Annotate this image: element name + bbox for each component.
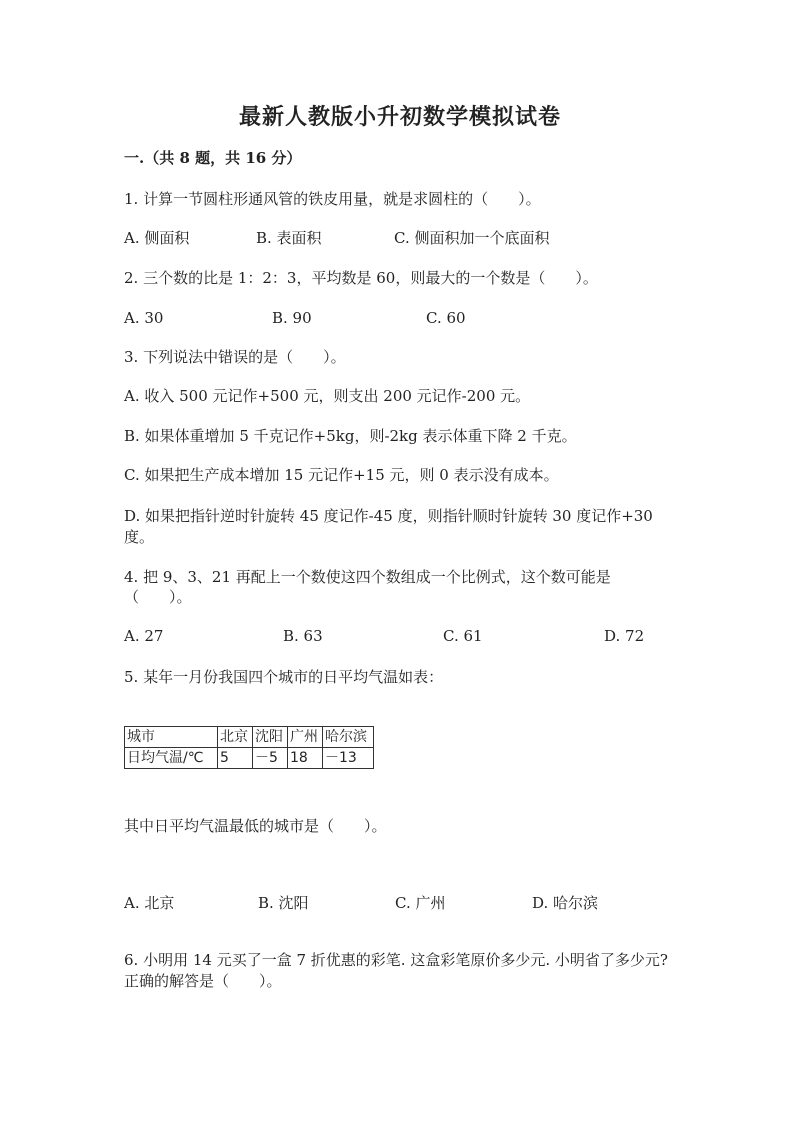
question-3-option-a: A. 收入 500 元记作+500 元，则支出 200 元记作-200 元。 bbox=[124, 387, 531, 405]
question-3-option-b: B. 如果体重增加 5 千克记作+5kg，则-2kg 表示体重下降 2 千克。 bbox=[124, 427, 577, 445]
table-cell: 5 bbox=[218, 748, 253, 769]
question-6-stem-line2: 正确的解答是（ ）。 bbox=[124, 972, 282, 990]
table-cell: 日均气温/℃ bbox=[125, 748, 218, 769]
question-1-option-c: C. 侧面积加一个底面积 bbox=[394, 229, 550, 247]
question-2-option-a: A. 30 bbox=[124, 309, 164, 327]
table-cell: －5 bbox=[253, 748, 288, 769]
question-5-stem: 5. 某年一月份我国四个城市的日平均气温如表： bbox=[124, 668, 444, 686]
page-title: 最新人教版小升初数学模拟试卷 bbox=[238, 104, 561, 130]
question-3-option-d-continued: 度。 bbox=[124, 528, 155, 546]
table-row bbox=[125, 727, 374, 748]
question-5-question: 其中日平均气温最低的城市是（ ）。 bbox=[124, 817, 387, 835]
question-5-option-b: B. 沈阳 bbox=[258, 894, 309, 912]
table-header-cell: 哈尔滨 bbox=[323, 727, 374, 748]
question-2-option-c: C. 60 bbox=[426, 309, 466, 327]
table-cell: 18 bbox=[288, 748, 323, 769]
question-2-option-b: B. 90 bbox=[272, 309, 312, 327]
temperature-table bbox=[124, 726, 374, 769]
question-6-stem-line1: 6. 小明用 14 元买了一盒 7 折优惠的彩笔. 这盒彩笔原价多少元. 小明省了多少元? bbox=[124, 951, 668, 969]
table-header-cell: 城市 bbox=[125, 727, 218, 748]
question-4-option-b: B. 63 bbox=[283, 627, 323, 645]
question-4-option-d: D. 72 bbox=[604, 627, 645, 645]
question-5-option-d: D. 哈尔滨 bbox=[532, 894, 599, 912]
question-2-stem: 2. 三个数的比是 1：2：3，平均数是 60，则最大的一个数是（ ）。 bbox=[124, 269, 598, 287]
question-1-stem: 1. 计算一节圆柱形通风管的铁皮用量，就是求圆柱的（ ）。 bbox=[124, 190, 541, 208]
section-heading: 一.（共 8 题，共 16 分） bbox=[124, 149, 302, 167]
question-4-stem-line1: 4. 把 9、3、21 再配上一个数使这四个数组成一个比例式，这个数可能是 bbox=[124, 568, 611, 586]
question-4-stem-line2: （ ）。 bbox=[124, 588, 192, 606]
question-3-option-c: C. 如果把生产成本增加 15 元记作+15 元，则 0 表示没有成本。 bbox=[124, 466, 559, 484]
table-header-cell: 北京 bbox=[218, 727, 253, 748]
table-cell: －13 bbox=[323, 748, 374, 769]
question-1-option-a: A. 侧面积 bbox=[124, 229, 190, 247]
question-3-option-d: D. 如果把指针逆时针旋转 45 度记作-45 度，则指针顺时针旋转 30 度记作+30 bbox=[124, 507, 653, 525]
question-1-option-b: B. 表面积 bbox=[256, 229, 322, 247]
table-header-cell: 沈阳 bbox=[253, 727, 288, 748]
question-4-option-a: A. 27 bbox=[124, 627, 164, 645]
table-header-cell: 广州 bbox=[288, 727, 323, 748]
table-row bbox=[125, 748, 374, 769]
question-5-option-a: A. 北京 bbox=[124, 894, 175, 912]
question-5-option-c: C. 广州 bbox=[395, 894, 446, 912]
question-4-option-c: C. 61 bbox=[443, 627, 483, 645]
question-3-stem: 3. 下列说法中错误的是（ ）。 bbox=[124, 348, 346, 366]
